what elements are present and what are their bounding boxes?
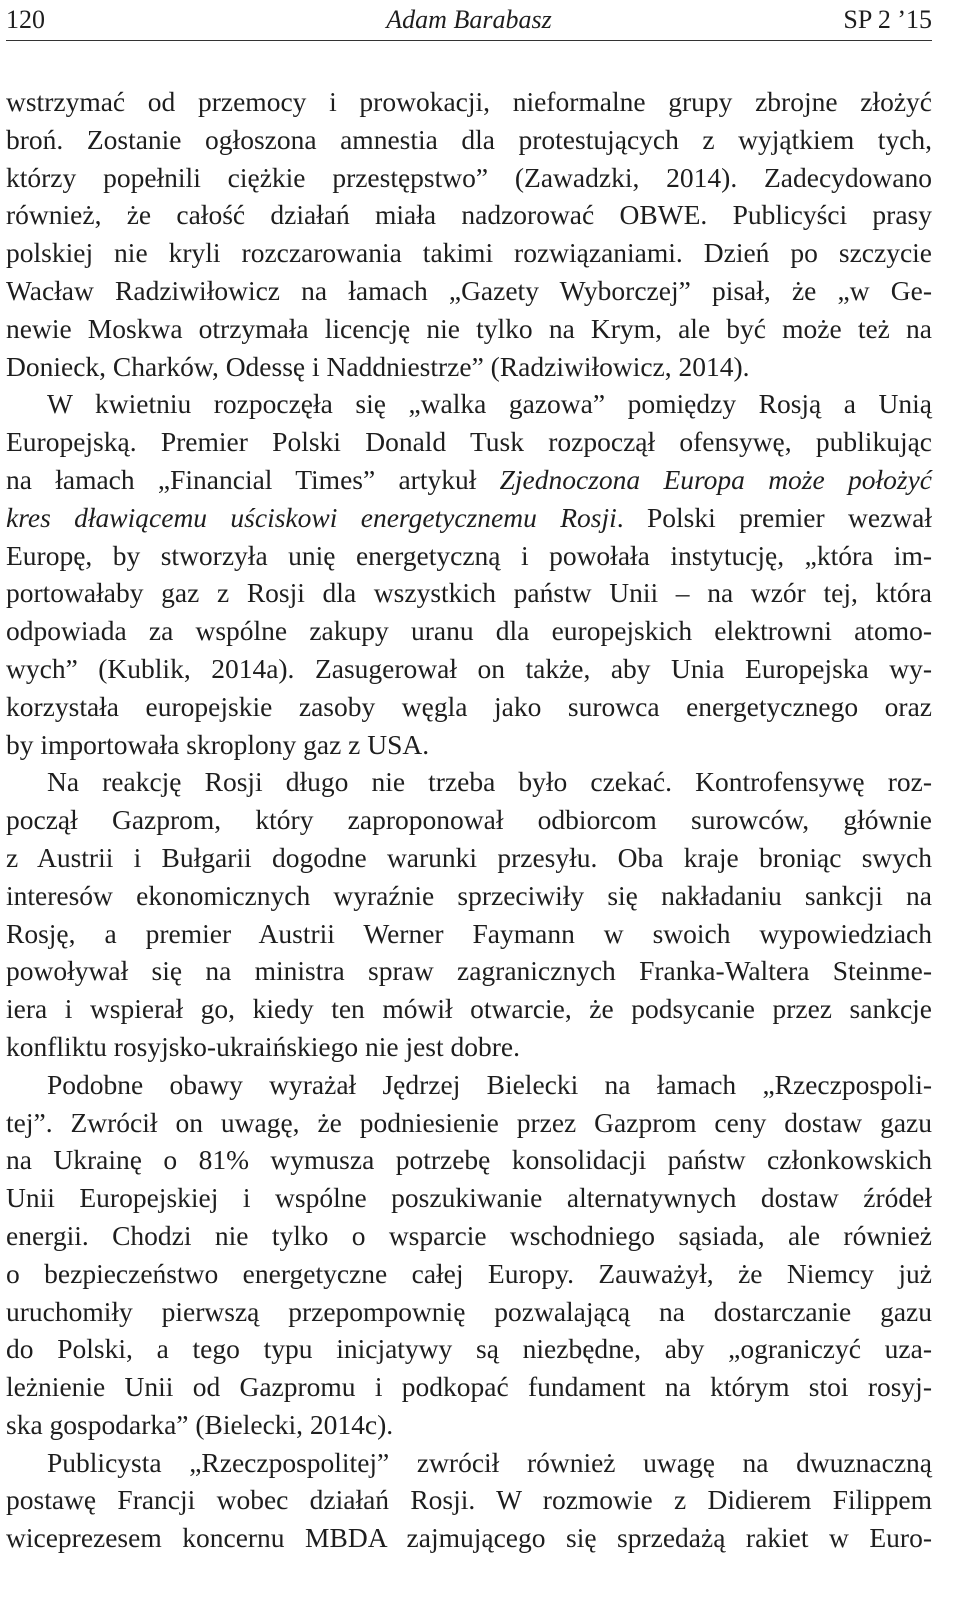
text-line: tej”. Zwrócił on uwagę, że podniesienie przez Gazprom ceny dostaw gazu	[6, 1106, 932, 1138]
text-line: którzy popełnili ciężkie przestępstwo” (Zawadzki, 2014). Zadecydowano	[6, 161, 932, 193]
text-line: o bezpieczeństwo energetyczne całej Europy. Zauważył, że Niemcy już	[6, 1257, 932, 1289]
text-line: Europejską. Premier Polski Donald Tusk rozpoczął ofensywę, publikując	[6, 426, 932, 458]
text-line: Donieck, Charków, Odessę i Naddniestrze” (Radziwiłowicz, 2014).	[6, 350, 750, 382]
text-line: wiceprezesem koncernu MBDA zajmującego się sprzedażą rakiet w Euro-	[6, 1522, 932, 1554]
body-text	[6, 41, 932, 1557]
text-line: Na reakcję Rosji długo nie trzeba było czekać. Kontrofensywę roz-	[47, 766, 932, 798]
text-run: . Polski premier wezwał	[616, 501, 932, 533]
text-line	[6, 461, 932, 499]
text-line: W kwietniu rozpoczęła się „walka gazowa” pomiędzy Rosją a Unią	[47, 388, 932, 420]
text-line: ska gospodarka” (Bielecki, 2014c).	[6, 1408, 394, 1440]
text-line: począł Gazprom, który zaproponował odbiorcom surowców, głównie	[6, 804, 932, 836]
text-line: Publicysta „Rzeczpospolitej” zwrócił również uwagę na dwuznaczną	[47, 1446, 932, 1478]
text-line: Rosję, a premier Austrii Werner Faymann w swoich wypowiedziach	[6, 917, 932, 949]
text-line	[6, 499, 932, 537]
text-line: wstrzymać od przemocy i prowokacji, nieformalne grupy zbrojne złożyć	[6, 86, 932, 117]
text-line: Europę, by stworzyła unię energetyczną i powołała instytucję, „która im-	[6, 539, 932, 571]
text-line: na Ukrainę o 81% wymusza potrzebę konsolidacji państw członkowskich	[6, 1144, 932, 1176]
text-line: portowałaby gaz z Rosji dla wszystkich państw Unii – na wzór tej, która	[6, 577, 932, 609]
running-header-author: Adam Barabasz	[386, 5, 552, 34]
text-line: konfliktu rosyjsko-ukraińskiego nie jest dobre.	[6, 1030, 521, 1062]
text-line: wych” (Kublik, 2014a). Zasugerował on także, aby Unia Europejska wy-	[6, 652, 932, 684]
text-line: powoływał się na ministra spraw zagranicznych Franka-Waltera Steinme-	[6, 955, 932, 987]
running-header-journal: SP 2 ’15	[843, 5, 932, 34]
text-line: Wacław Radziwiłowicz na łamach „Gazety Wyborczej” pisał, że „w Ge-	[6, 274, 932, 306]
article-title-italic: Zjednoczona Europa może położyć	[499, 463, 932, 495]
text-line: leżnienie Unii od Gazpromu i podkopać fundament na którym stoi rosyj-	[6, 1371, 932, 1403]
text-line: by importowała skroplony gaz z USA.	[6, 728, 430, 760]
text-line: energii. Chodzi nie tylko o wsparcie wschodniego sąsiada, ale również	[6, 1219, 932, 1251]
running-header	[6, 0, 932, 41]
text-line: Podobne obawy wyrażał Jędrzej Bielecki na łamach „Rzeczpospoli-	[47, 1068, 932, 1100]
text-line: polskiej nie kryli rozczarowania takimi rozwiązaniami. Dzień po szczycie	[6, 237, 932, 269]
text-line: korzystała europejskie zasoby węgla jako surowca energetycznego oraz	[6, 690, 932, 722]
text-run: na łamach „Financial Times” artykuł	[6, 463, 500, 495]
text-line: odpowiada za wspólne zakupy uranu dla europejskich elektrowni atomo-	[6, 615, 932, 647]
text-line: do Polski, a tego typu inicjatywy są niezbędne, aby „ograniczyć uza-	[6, 1333, 932, 1365]
article-title-italic: kres dławiącemu uściskowi energetycznemu Rosji	[6, 501, 617, 533]
text-line: Unii Europejskiej i wspólne poszukiwanie alternatywnych dostaw źródeł	[6, 1182, 932, 1214]
text-line: postawę Francji wobec działań Rosji. W rozmowie z Didierem Filippem	[6, 1484, 932, 1516]
text-line: z Austrii i Bułgarii dogodne warunki przesyłu. Oba kraje broniąc swych	[6, 841, 932, 873]
text-line: interesów ekonomicznych wyraźnie sprzeciwiły się nakładaniu sankcji na	[6, 879, 932, 911]
text-line: iera i wspierał go, kiedy ten mówił otwarcie, że podsycanie przez sankcje	[6, 993, 932, 1025]
text-line: uruchomiły pierwszą przepompownię pozwalającą na dostarczanie gazu	[6, 1295, 932, 1327]
text-line: również, że całość działań miała nadzorować OBWE. Publicyści prasy	[6, 199, 932, 231]
page-number: 120	[6, 5, 45, 34]
text-line: broń. Zostanie ogłoszona amnestia dla protestujących z wyjątkiem tych,	[6, 123, 932, 155]
text-line: newie Moskwa otrzymała licencję nie tylko na Krym, ale być może też na	[6, 312, 932, 344]
